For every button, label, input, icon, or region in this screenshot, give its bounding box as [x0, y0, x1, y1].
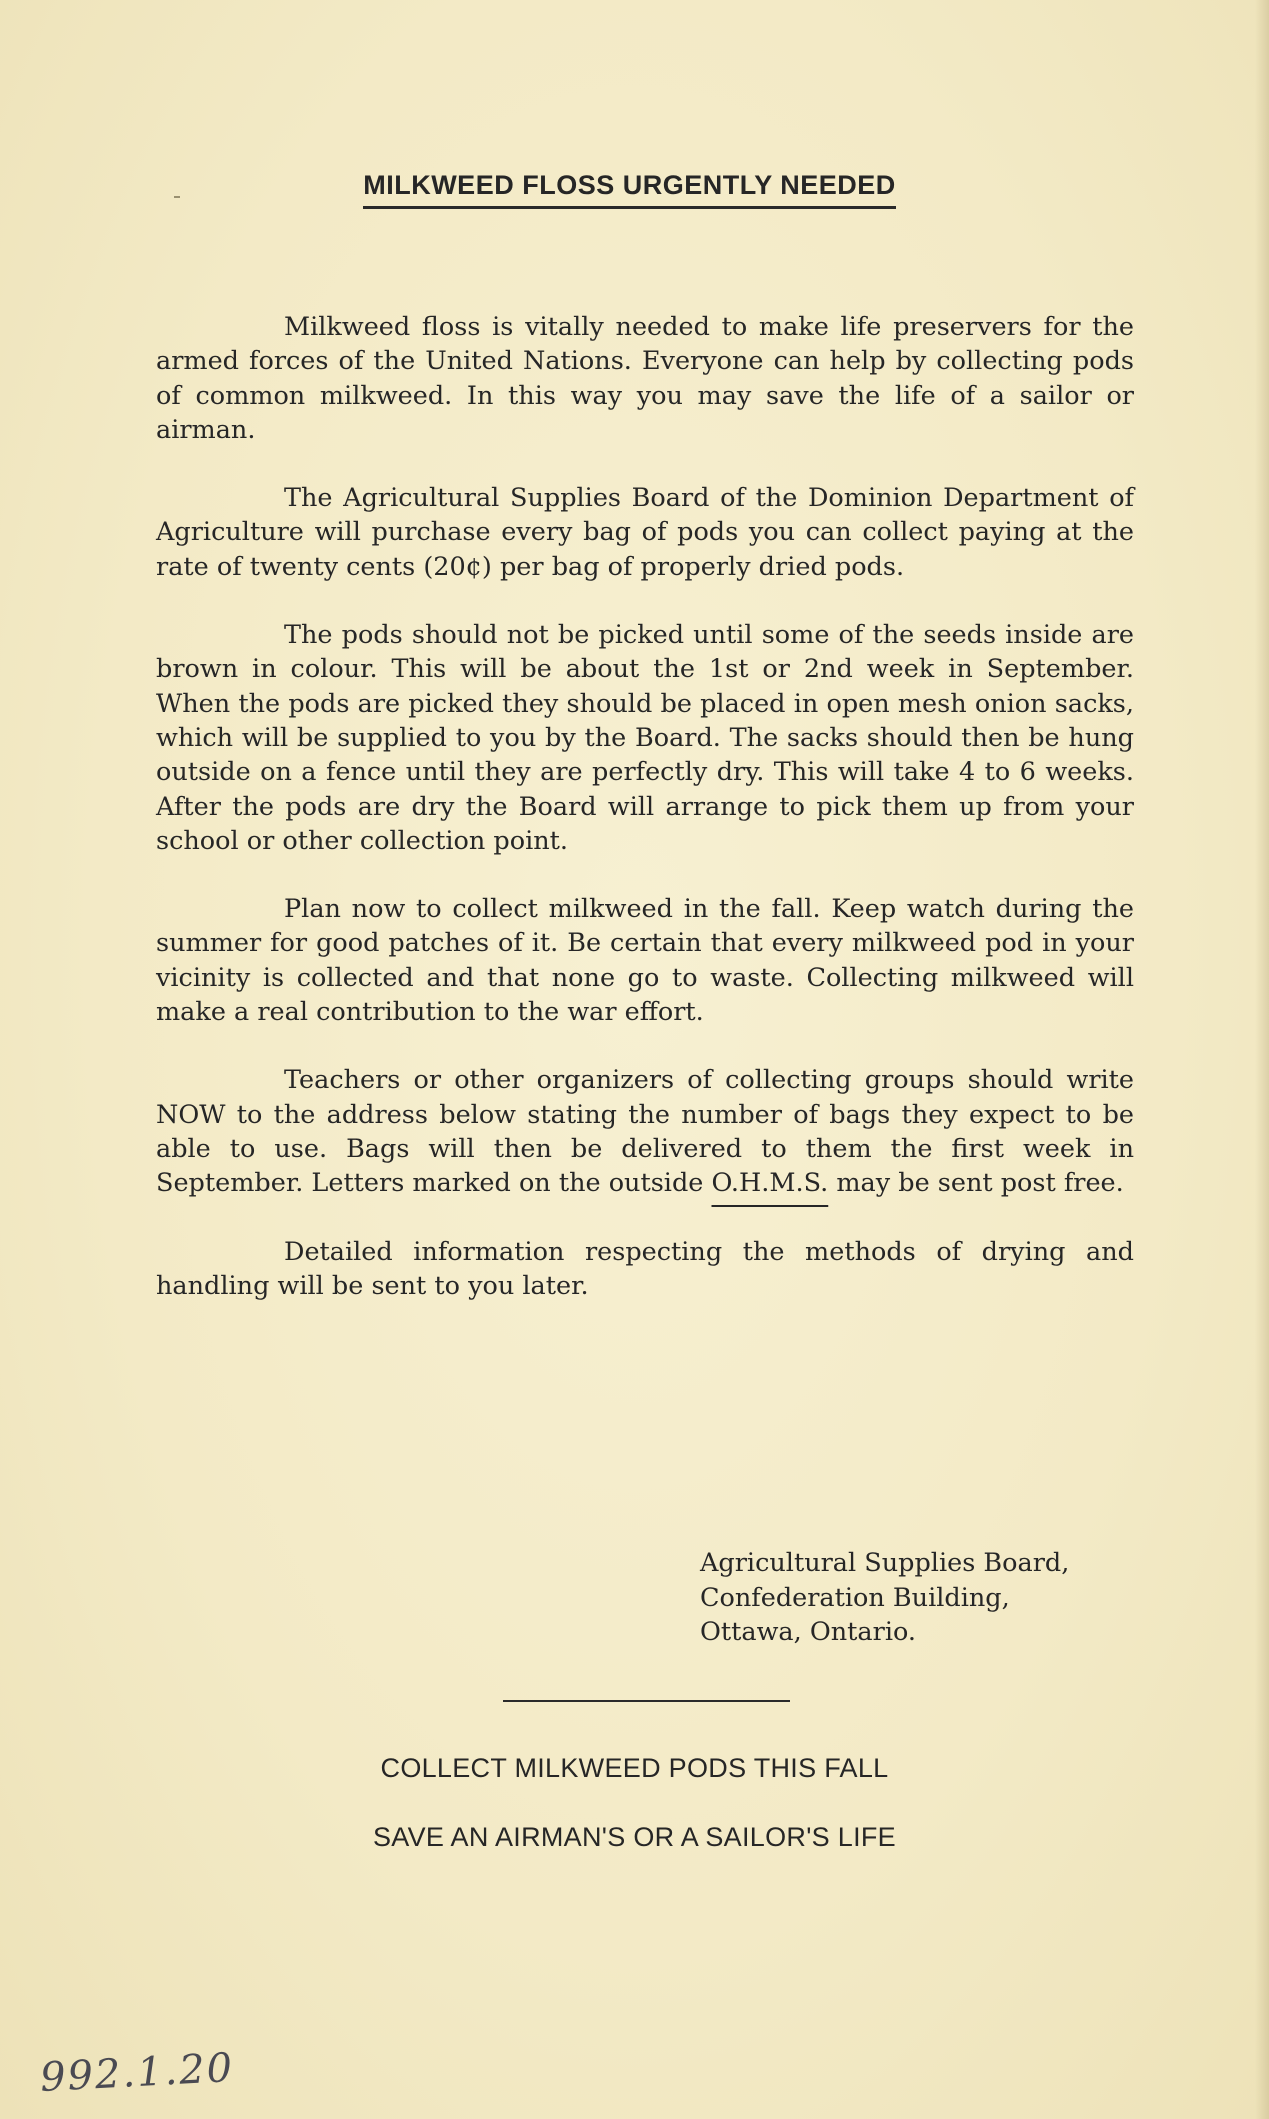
ohms-marking: O.H.M.S.: [711, 1168, 829, 1199]
signature-line-1: Agricultural Supplies Board,: [700, 1548, 1070, 1578]
paragraph-3: The pods should not be picked until some of the seeds inside are brown in colour. This will be about the 1st or 2nd week in September. When the pods are picked they should be placed in open mesh onion sacks, which will be supplied to you by the Board. The sacks should then be hung outside on a fence until they are perfectly dry. This will take 4 to 6 weeks. After the pods are dry the Board will arrange to pick them up from your school or other collection point.: [156, 620, 1134, 856]
slogan-collect: COLLECT MILKWEED PODS THIS FALL: [380, 1753, 889, 1783]
paragraph-5: [156, 1063, 1134, 1200]
divider-line: [503, 1700, 790, 1702]
paragraph-2: The Agricultural Supplies Board of the Dominion Department of Agriculture will purchase every bag of pods you can collect paying at the rate of twenty cents (20¢) per bag of properly dried pods.: [156, 483, 1134, 582]
page-edge-shadow: [1255, 0, 1269, 2119]
paragraph-1: Milkweed floss is vitally needed to make life preservers for the armed forces of the United Nations. Everyone can help by collecting pods of common milkweed. In this way you may save the life of a sailor or airman.: [156, 312, 1134, 445]
paragraph-6: Detailed information respecting the methods of drying and handling will be sent to you later.: [156, 1236, 1134, 1301]
paragraph-4: Plan now to collect milkweed in the fall. Keep watch during the summer for good patches of it. Be certain that every milkweed pod in your vicinity is collected and that none go to waste. Collecting milkweed will make a real contribution to the war effort.: [156, 894, 1134, 1028]
document-title: [0, 170, 1269, 209]
signature-line-2: Confederation Building,: [700, 1582, 1010, 1613]
signature-line-3: Ottawa, Ontario.: [700, 1617, 916, 1647]
paragraph-5-tail: may be sent post free.: [836, 1168, 1124, 1199]
document-title-text: MILKWEED FLOSS URGENTLY NEEDED: [363, 170, 896, 209]
document-body: [156, 310, 1134, 1337]
slogan-save: SAVE AN AIRMAN'S OR A SAILOR'S LIFE: [373, 1822, 896, 1852]
paragraph-5-text: Teachers or other organizers of collecting groups should write NOW to the address below stating the number of bags they expect to be able to use. Bags will then be delivered to them the first week in September. Letters marked on the outside: [156, 1065, 1134, 1199]
signature-block: [700, 1546, 1069, 1650]
handwritten-catalog-number: 992.1.20: [38, 2044, 236, 2102]
